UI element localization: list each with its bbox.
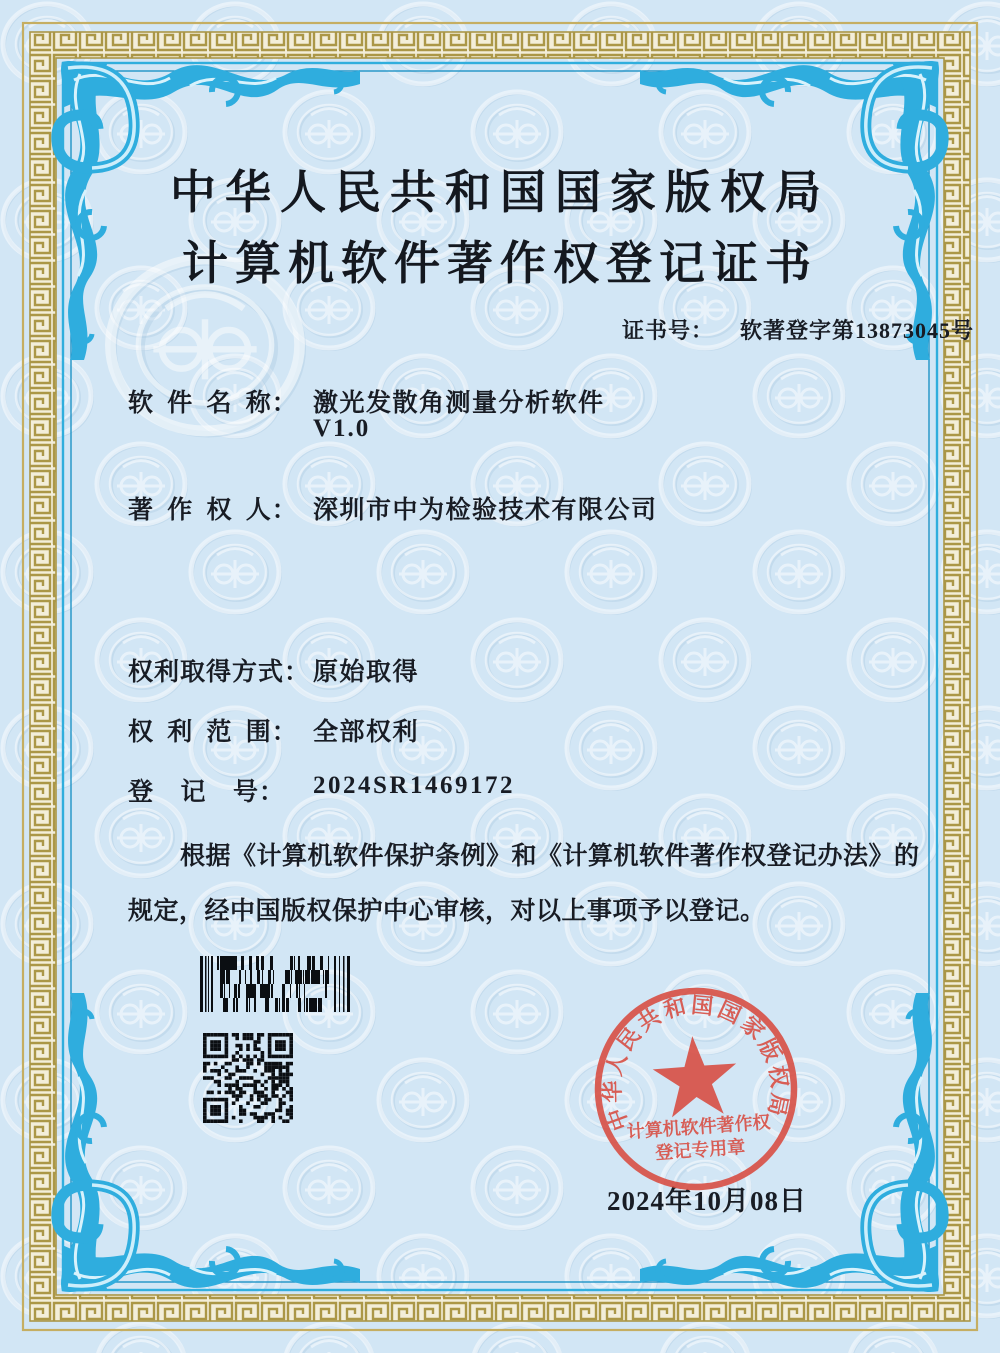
issue-date: 2024年10月08日 [607,1186,807,1216]
registration-number-value: 2024SR1469172 [313,772,515,799]
software-name-value: 激光发散角测量分析软件 [313,390,605,417]
barcode [200,956,350,1012]
certificate-number-row [622,314,974,345]
qr-code [203,1033,293,1123]
certificate-title: 计算机软件著作权登记证书 [182,238,818,289]
seal-subtitle-line1: 计算机软件著作权 [626,1111,772,1142]
star-icon [651,1033,740,1118]
software-version-value: V1.0 [313,415,371,442]
certificate-number-label: 证书号： [622,318,715,343]
software-name-label: 软 件 名 称： [128,390,298,417]
official-seal [586,981,810,1205]
acquisition-method-label: 权利取得方式： [128,659,311,686]
copyright-owner-label: 著 作 权 人： [128,497,298,524]
statement-line-1: 根据《计算机软件保护条例》和《计算机软件著作权登记办法》的 [180,843,920,870]
rights-scope-label: 权 利 范 围： [128,719,298,746]
seal-subtitle-line2: 登记专用章 [654,1136,746,1163]
certificate-number-value: 软著登字第13873045号 [740,318,975,343]
rights-scope-value: 全部权利 [313,719,420,746]
seal-ring-text: 中华人民共和国国家版权局 [599,992,793,1134]
authority-title: 中华人民共和国国家版权局 [170,167,830,218]
registration-number-label: 登 记 号： [128,779,286,806]
statement-line-2: 规定，经中国版权保护中心审核，对以上事项予以登记。 [128,898,766,925]
copyright-owner-value: 深圳市中为检验技术有限公司 [313,497,658,524]
acquisition-method-value: 原始取得 [313,659,420,686]
